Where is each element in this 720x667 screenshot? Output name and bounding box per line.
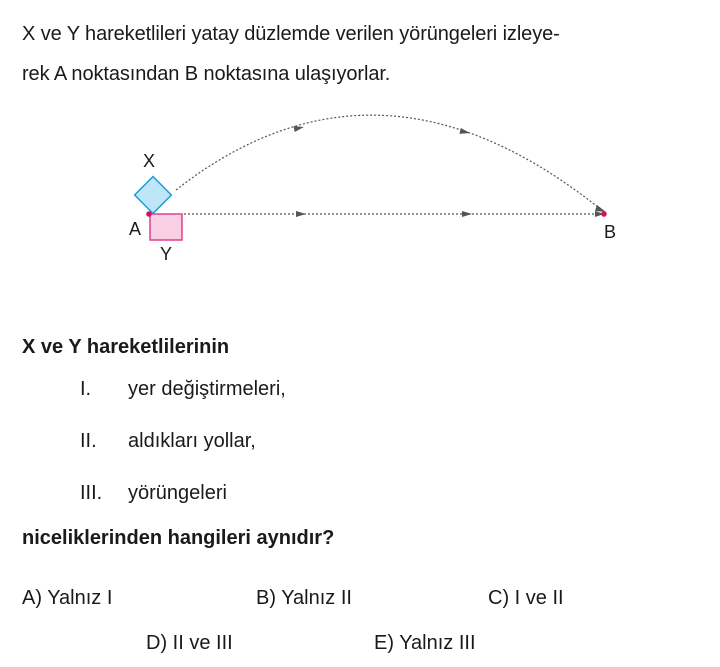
y-object [150,214,182,240]
point-b [601,211,607,217]
x-trajectory-curve [176,115,604,212]
label-x: X [143,151,156,171]
label-y: Y [160,244,173,264]
line-arrow-2 [462,211,472,217]
statement-1 [80,378,286,401]
choice-c[interactable]: C) I ve II [488,587,564,609]
question-ask: niceliklerinden hangileri aynıdır? [22,527,335,549]
choice-e[interactable]: E) Yalnız III [374,632,476,654]
statement-1-number: I. [80,378,92,400]
statement-2 [80,430,256,453]
question-stem: X ve Y hareketlilerinin [22,336,230,358]
question-intro [22,14,720,94]
label-b: B [604,222,617,242]
choice-a[interactable]: A) Yalnız I [22,587,113,609]
line-arrow-1 [296,211,306,217]
curve-arrow-end [595,205,606,212]
curve-arrow-2 [459,128,470,136]
statement-3 [80,482,227,505]
trajectory-figure [0,100,720,280]
statement-1-text: yer değiştirmeleri, [128,378,286,400]
curve-arrow-1 [293,124,304,132]
statement-2-text: aldıkları yollar, [128,430,256,452]
choice-d[interactable]: D) II ve III [146,632,233,654]
intro-line-2: rek A noktasından B noktasına ulaşıyorlar. [22,63,391,85]
statement-3-text: yörüngeleri [128,482,227,504]
point-a [146,211,152,217]
intro-line-1: X ve Y hareketlileri yatay düzlemde verilen yörüngeleri izleye- [22,23,560,45]
x-object [135,177,172,214]
label-a: A [129,219,142,239]
statement-3-number: III. [80,482,103,504]
statement-2-number: II. [80,430,97,452]
choice-b[interactable]: B) Yalnız II [256,587,352,609]
